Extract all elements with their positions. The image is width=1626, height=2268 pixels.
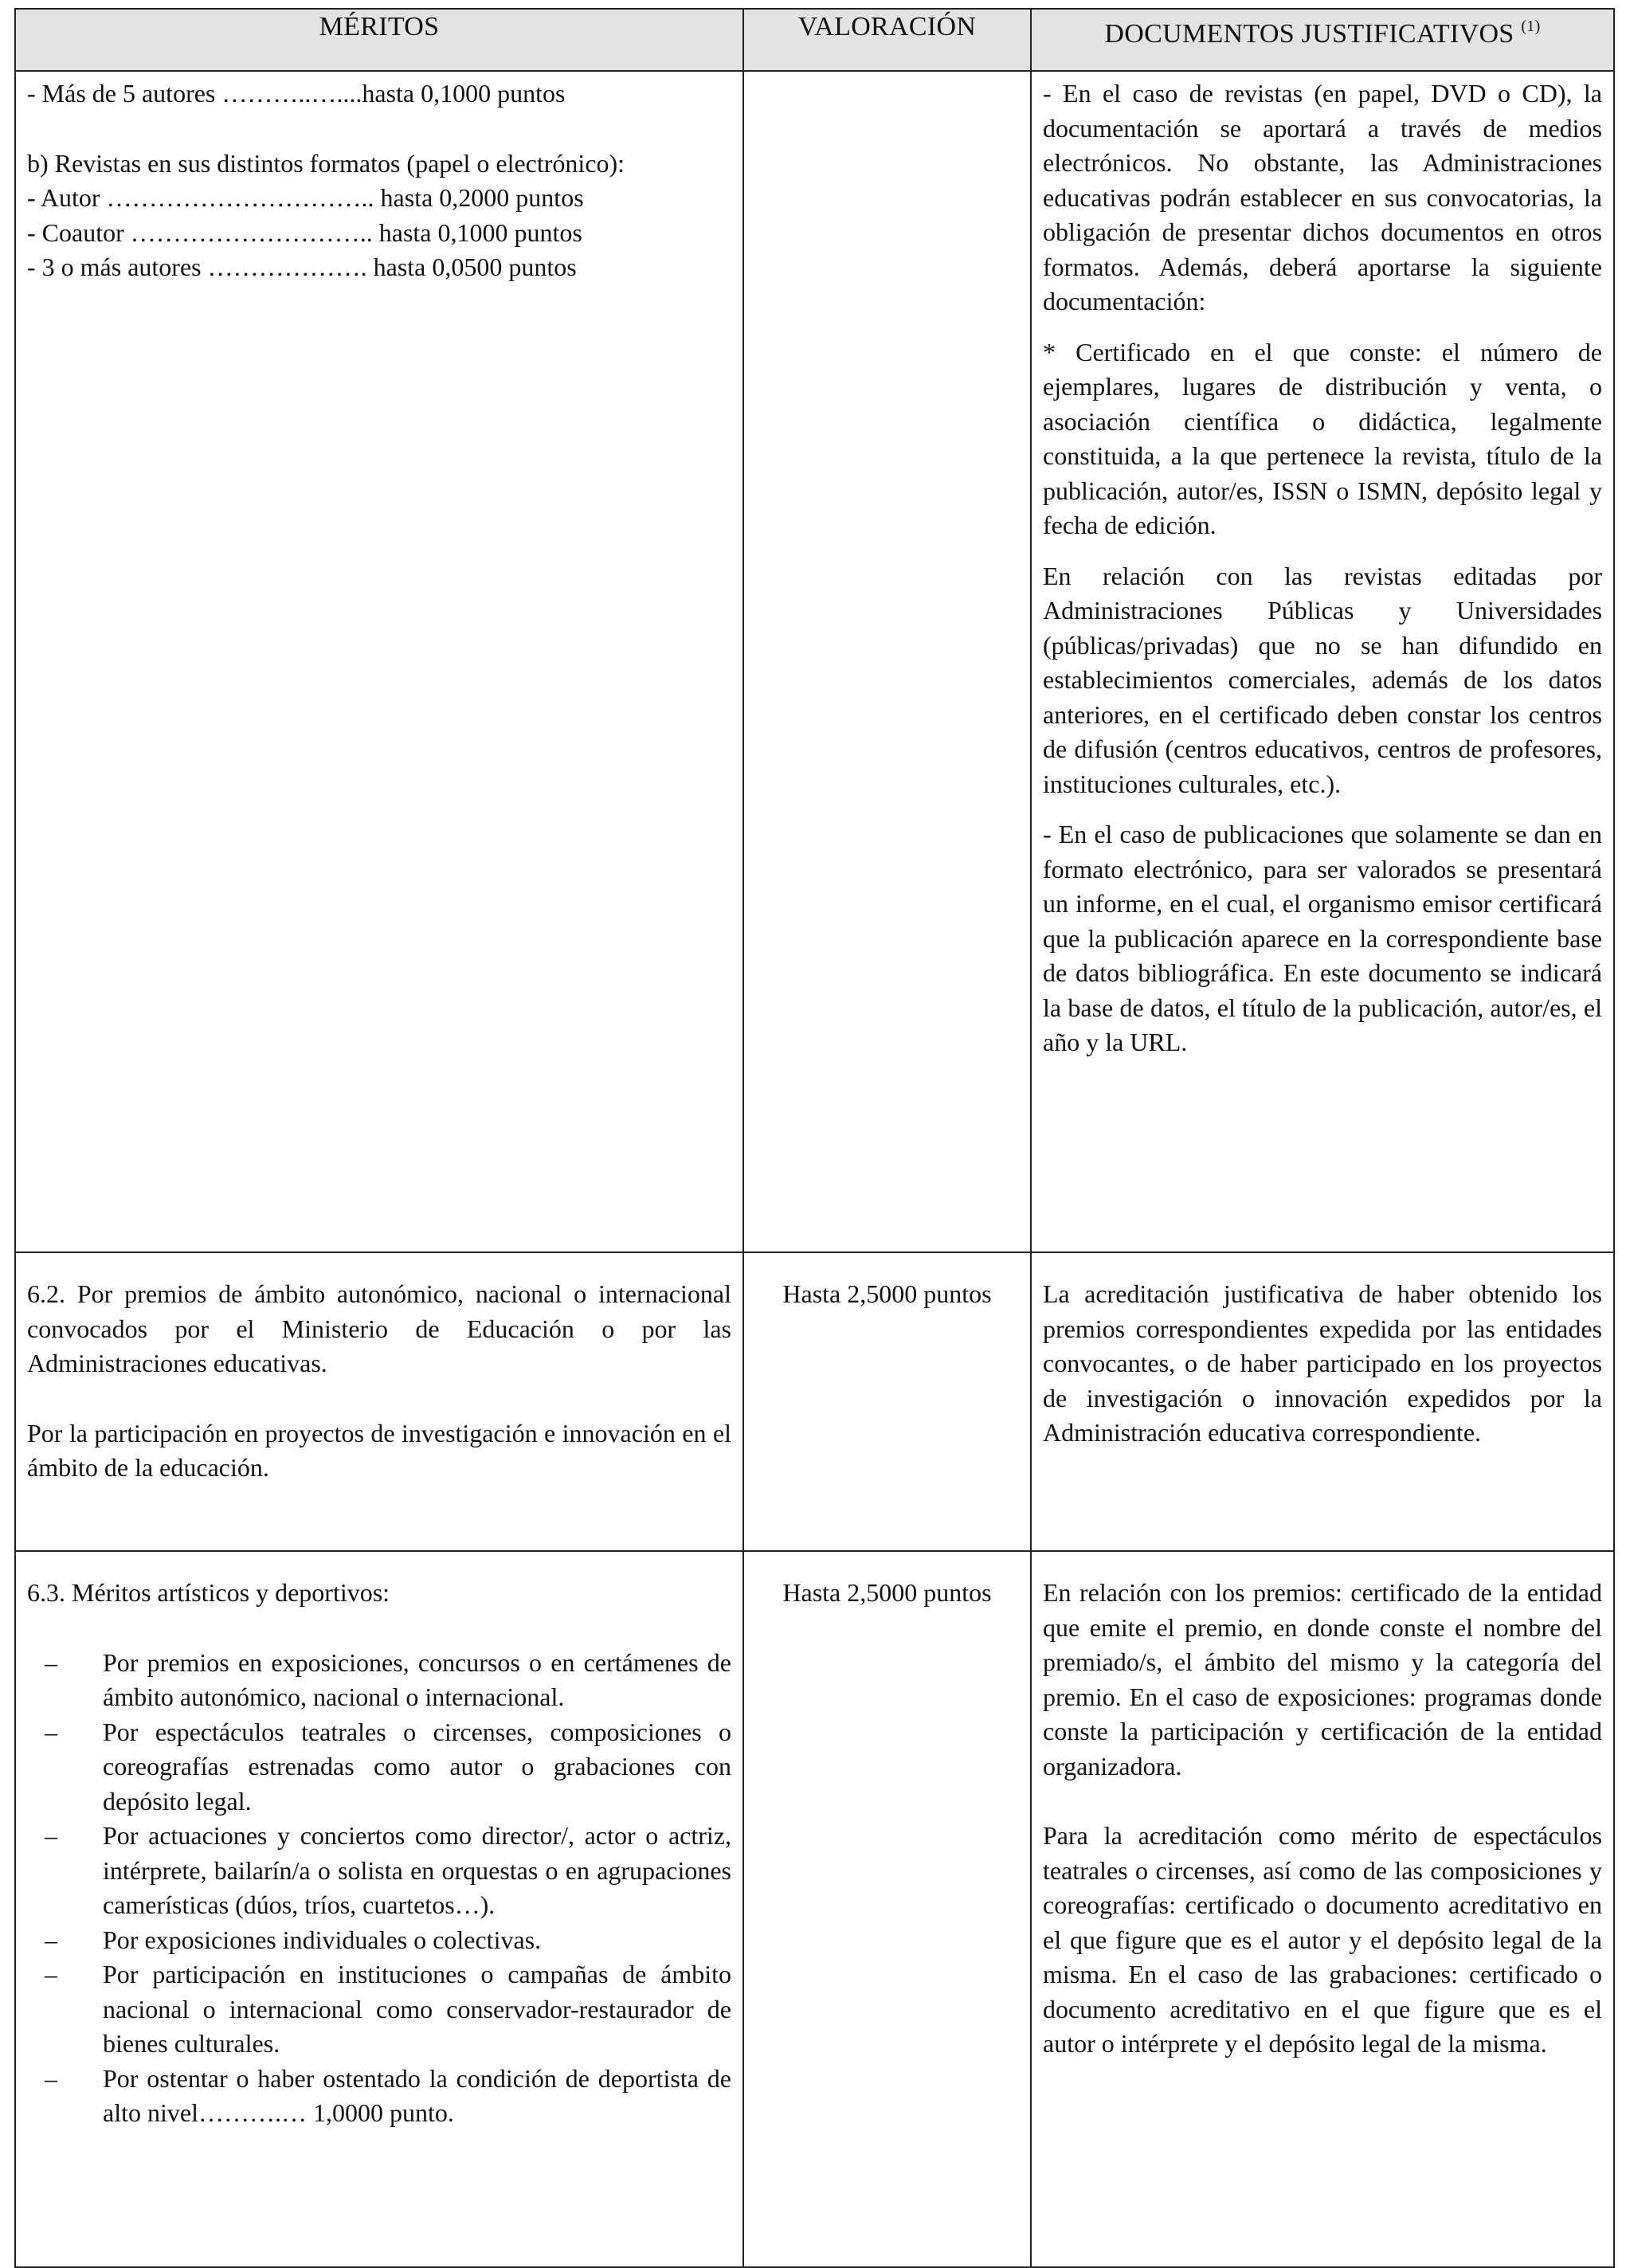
header-valoracion: VALORACIÓN [743,9,1031,71]
row2-documentos-cell: La acreditación justificativa de haber obtenido los premios correspondientes expedida por las entidades convocantes, o de haber participado en los proyectos de investigación o innovación expedidos por la Administración educativa correspondiente. [1031,1252,1614,1551]
meritos-line: - 3 o más autores ………………. hasta 0,0500 puntos [27,253,577,281]
row2-valoracion-cell: Hasta 2,5000 puntos [743,1252,1031,1551]
documentos-paragraph: - En el caso de publicaciones que solamente se dan en formato electrónico, para ser valorados se presentará un informe, en el cual, el organismo emisor certificará que la publicación aparece en la correspondiente base de datos bibliográfica. En este documento se indicará la base de datos, el título de la publicación, autor/es, el año y la URL. [1043,820,1602,1056]
list-item: – Por exposiciones individuales o colectivas. [27,1923,731,1958]
meritos-paragraph: Por la participación en proyectos de investigación e innovación en el ámbito de la educación. [27,1418,731,1482]
table-row [15,1252,1614,1551]
header-documentos-label: DOCUMENTOS JUSTIFICATIVOS [1104,19,1514,49]
documentos-paragraph: Para la acreditación como mérito de espectáculos teatrales o circenses, así como de las composiciones y coreografías: certificado o documento acreditativo en el que figure que es el autor y el depósito legal de la misma. En el caso de las grabaciones: certificado o documento acreditativo en el que figure que es el autor o intérprete y el depósito legal de la misma. [1043,1821,1602,2058]
table-row [15,1551,1614,2267]
row1-meritos-cell [15,71,743,1252]
meritos-line: - Más de 5 autores ………..…....hasta 0,1000 puntos [27,79,566,108]
merits-table [14,8,1615,2268]
row1-valoracion-cell [743,71,1031,1252]
row2-meritos-cell [15,1252,743,1551]
documentos-paragraph: - En el caso de revistas (en papel, DVD o CD), la documentación se aportará a través de medios electrónicos. No obstante, las Administraciones educativas podrán establecer en sus convocatorias, la obligación de presentar dichos documentos en otros formatos. Además, deberá aportarse la siguiente documentación: [1043,79,1602,315]
meritos-line: - Coautor ……………………….. hasta 0,1000 puntos [27,217,582,247]
list-item: – Por ostentar o haber ostentado la condición de deportista de alto nivel……….… 1,0000 punto. [27,2062,731,2131]
meritos-line: b) Revistas en sus distintos formatos (papel o electrónico): [27,148,625,178]
list-item: – Por participación en instituciones o campañas de ámbito nacional o internacional como conservador-restaurador de bienes culturales. [27,1957,731,2062]
list-item: – Por espectáculos teatrales o circenses, composiciones o coreografías estrenadas como autor o grabaciones con depósito legal. [27,1715,731,1819]
meritos-line: - Autor ………………………….. hasta 0,2000 puntos [27,183,584,212]
list-item: – Por premios en exposiciones, concursos o en certámenes de ámbito autonómico, nacional o internacional. [27,1646,731,1715]
row1-documentos-cell [1031,71,1614,1252]
table-row [15,71,1614,1252]
header-meritos: MÉRITOS [15,9,743,71]
list-item: – Por actuaciones y conciertos como director/, actor o actriz, intérprete, bailarín/a o solista en orquestas o en agrupaciones camerísticas (dúos, tríos, cuartetos…). [27,1819,731,1923]
documentos-paragraph: * Certificado en el que conste: el número de ejemplares, lugares de distribución y venta, o asociación científica o didáctica, legalmente constituida, a la que pertenece la revista, título de la publicación, autor/es, ISSN o ISMN, depósito legal y fecha de edición. [1043,337,1602,539]
documentos-paragraph: En relación con los premios: certificado de la entidad que emite el premio, en donde conste el nombre del premiado/s, el ámbito del mismo y la categoría del premio. En el caso de exposiciones: programas donde conste la participación y certificación de la entidad organizadora. [1043,1578,1602,1780]
row3-meritos-cell [15,1551,743,2267]
documentos-paragraph: En relación con las revistas editadas por Administraciones Públicas y Universidades (públicas/privadas) que no se han difundido en establecimientos comerciales, además de los datos anteriores, en el certificado deben constar los centros de difusión (centros educativos, centros de profesores, instituciones culturales, etc.). [1043,561,1602,798]
meritos-section-title: 6.3. Méritos artísticos y deportivos: [27,1578,390,1607]
header-documentos [1031,9,1614,71]
row3-documentos-cell [1031,1551,1614,2267]
table-header-row [15,9,1614,71]
meritos-paragraph: 6.2. Por premios de ámbito autonómico, nacional o internacional convocados por el Ministerio de Educación o por las Administraciones educativas. [27,1279,731,1377]
row3-valoracion-cell: Hasta 2,5000 puntos [743,1551,1031,2267]
meritos-list [27,1646,731,2131]
footnote-marker: (1) [1521,18,1541,35]
